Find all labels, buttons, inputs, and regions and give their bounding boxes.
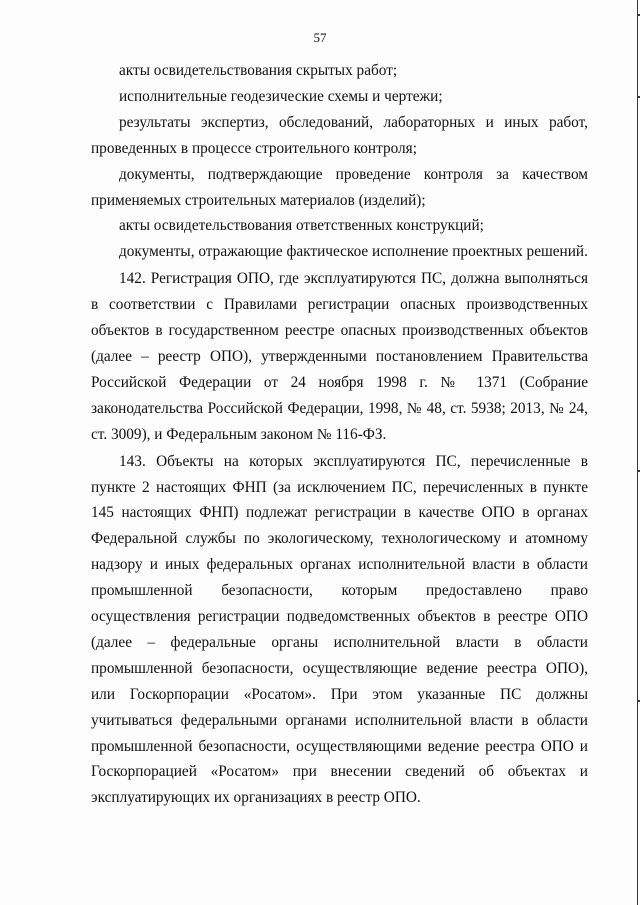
paragraph-design-execution-docs: документы, отражающие фактическое исполнение проектных решений.: [119, 243, 588, 261]
paragraph-142-registration: 142. Регистрация ОПО, где эксплуатируются ПС, должна выполняться в соответствии с Правилами регистрации опасных производственных объектов в государственном реестре опасных производственных объектов (далее – реестр ОПО), утвержденными постановлением Правительства Российской Федерации от 24 ноября 1998 г. № 1371 (Собрание законодательства Российской Федерации, 1998, № 48, ст. 5938; 2013, № 24, ст. 3009), и Федеральным законом № 116-ФЗ.: [91, 270, 588, 443]
paragraph-143-objects: 143. Объекты на которых эксплуатируются ПС, перечисленные в пункте 2 настоящих ФНП (за исключением ПС, перечисленных в пункте 145 настоящих ФНП) подлежат регистрации в качестве ОПО в органах Федеральной службы по экологическому, технологическому и атомному надзору и иных федеральных органах исполнительной власти в области промышленной безопасности, которым предоставлено право осуществления регистрации подведомственных объектов в реестре ОПО (далее – федеральные органы исполнительной власти в области промышленной безопасности, осуществляющие ведение реестра ОПО), или Госкорпорации «Росатом». При этом указанные ПС должны учитываться федеральными органами исполнительной власти в области промышленной безопасности, осуществляющими ведение реестра ОПО и Госкорпорацией «Росатом» при внесении сведений об объектах и эксплуатирующих их организациях в реестр ОПО.: [91, 452, 588, 807]
paragraph-critical-structures-acts: акты освидетельствования ответственных конструкций;: [119, 217, 484, 235]
paragraph-hidden-works-acts: акты освидетельствования скрытых работ;: [119, 62, 398, 79]
paragraph-geodetic-schemes: исполнительные геодезические схемы и чертежи;: [119, 87, 443, 105]
paragraph-expertise-results: результаты экспертиз, обследований, лабораторных и иных работ, проведенных в процессе строительного контроля;: [91, 113, 588, 157]
paragraph-materials-control-docs: документы, подтверждающие проведение контроля за качеством применяемых строительных материалов (изделий);: [91, 165, 588, 209]
scan-edge-line: [637, 0, 638, 905]
page-body: [91, 58, 588, 811]
page-number: 57: [313, 30, 327, 45]
